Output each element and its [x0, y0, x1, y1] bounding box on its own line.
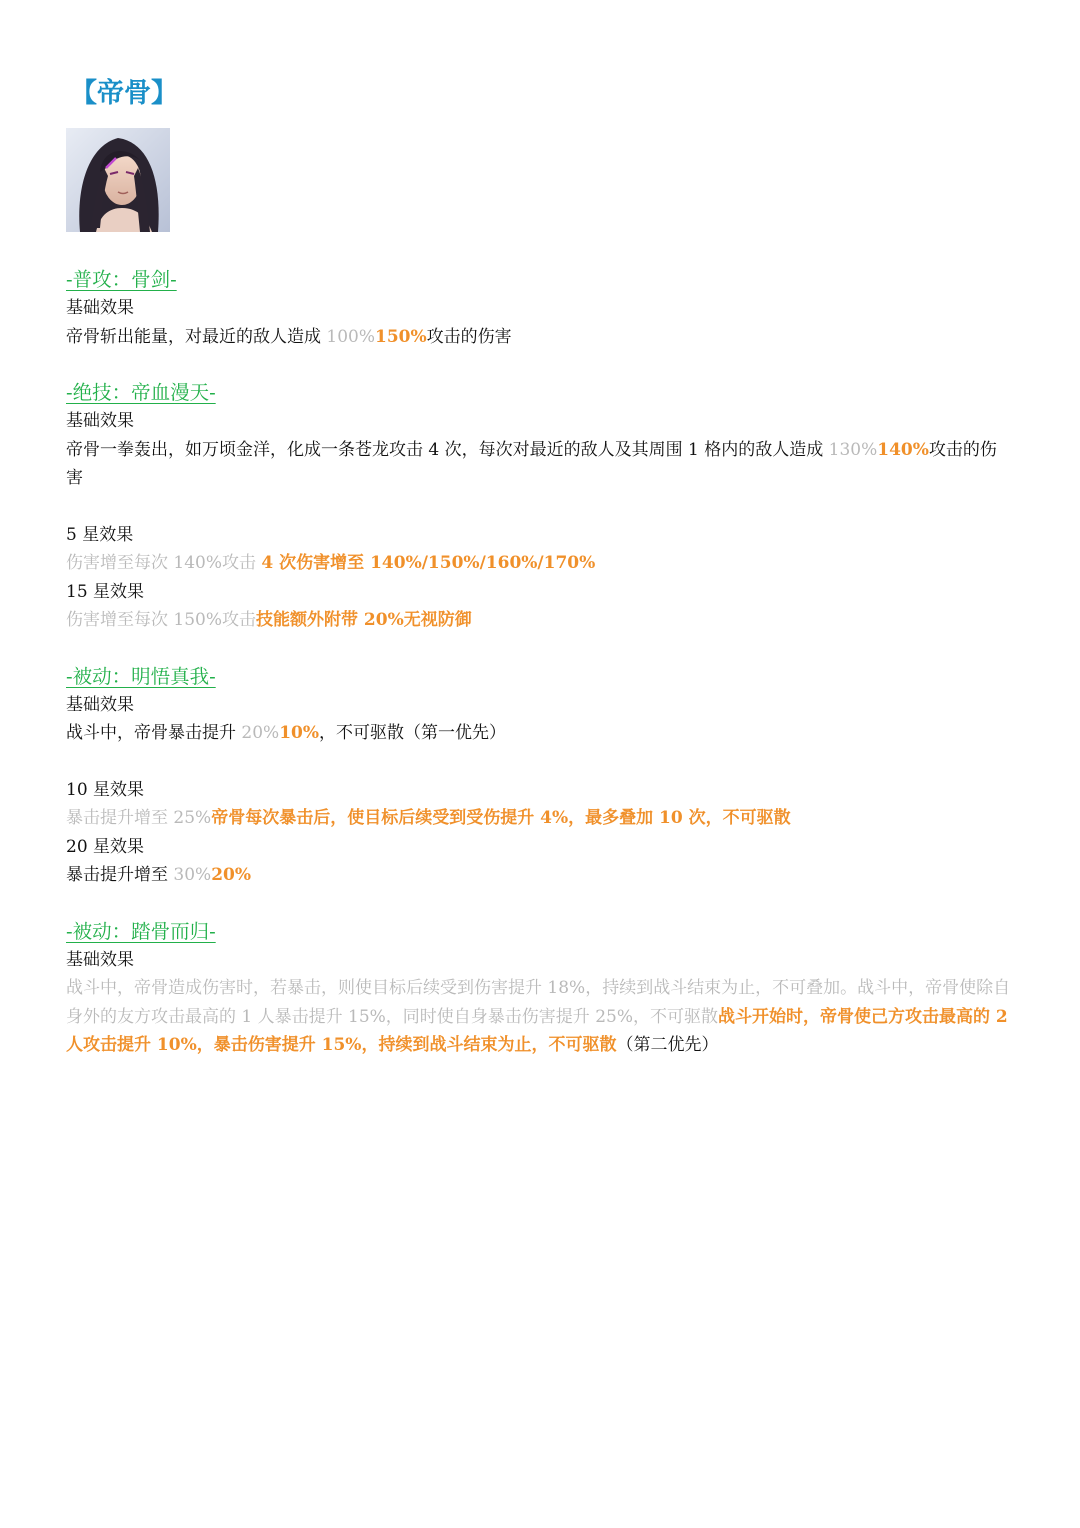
- hero-title: 【帝骨】: [70, 78, 178, 109]
- new-value: 技能额外附带 20%无视防御: [256, 610, 472, 630]
- star20-label: 20 星效果: [66, 836, 145, 857]
- effect-text: 帝骨斩出能量，对最近的敌人造成: [66, 326, 327, 347]
- star5-effect: [66, 549, 1016, 578]
- effect-text: 暴击提升增至: [66, 865, 174, 885]
- effect-text: ，不可驱散（第一优先）: [319, 723, 507, 743]
- new-value: 150%: [375, 326, 427, 347]
- star15-label: 15 星效果: [66, 581, 145, 602]
- effect-text: （第二优先）: [616, 1035, 719, 1055]
- document-page: [66, 72, 1016, 1060]
- base-effect-label: 基础效果: [66, 694, 134, 715]
- old-value: 伤害增至每次 150%攻击: [66, 610, 257, 630]
- star5-label: 5 星效果: [66, 524, 134, 545]
- base-effect-label: 基础效果: [66, 411, 134, 431]
- section-heading-ultimate: -绝技：帝血漫天-: [66, 381, 216, 404]
- effect-text: 攻击的伤害: [66, 439, 997, 488]
- effect-text: 攻击的伤害: [426, 326, 512, 347]
- old-value: 130%: [828, 439, 878, 460]
- effect-text: 战斗中，帝骨暴击提升: [66, 723, 242, 743]
- base-effect-text: [66, 974, 1012, 1060]
- old-value: 战斗中，帝骨造成伤害时，若暴击，则使目标后续受到伤害提升 18%，持续到战斗结束为止，不可叠加。战斗中，帝骨使除自身外的友方攻击最高的 1 人暴击提升 15%，同时使自身暴击伤害提升 25%，不可驱散: [66, 978, 1011, 1027]
- old-value: 20%: [241, 723, 280, 743]
- hero-portrait: [66, 128, 170, 232]
- section-heading-normal-attack: -普攻：骨剑-: [66, 268, 177, 291]
- new-value: 20%: [211, 865, 252, 885]
- base-effect-text: [66, 323, 1016, 352]
- star15-effect: [66, 606, 1016, 635]
- base-effect-text: [66, 719, 1016, 748]
- old-value: 暴击提升增至 25%: [66, 808, 212, 828]
- star10-label: 10 星效果: [66, 779, 145, 800]
- base-effect-label: 基础效果: [66, 298, 134, 318]
- new-value: 战斗开始时，帝骨使己方攻击最高的 2 人攻击提升 10%，暴击伤害提升 15%，持续到战斗结束为止，不可驱散: [66, 1006, 1008, 1055]
- base-effect-label: 基础效果: [66, 949, 134, 970]
- base-effect-text: [66, 436, 1012, 493]
- new-value: 4 次伤害增至 140%/150%/160%/170%: [261, 553, 596, 573]
- effect-text: 帝骨一拳轰出，如万顷金洋，化成一条苍龙攻击 4 次，每次对最近的敌人及其周围 1 格内的敌人造成: [66, 439, 829, 460]
- old-value: 伤害增至每次 140%攻击: [66, 553, 262, 573]
- star20-effect: [66, 861, 1016, 890]
- star10-effect: [66, 804, 1016, 833]
- old-value: 30%: [173, 865, 212, 885]
- new-value: 10%: [279, 723, 320, 743]
- new-value: 140%: [877, 439, 929, 460]
- section-heading-passive-2: -被动：踏骨而归-: [66, 919, 216, 943]
- section-heading-passive-1: -被动：明悟真我-: [66, 664, 216, 688]
- new-value: 帝骨每次暴击后，使目标后续受到受伤提升 4%，最多叠加 10 次，不可驱散: [211, 808, 791, 828]
- old-value: 100%: [326, 326, 376, 347]
